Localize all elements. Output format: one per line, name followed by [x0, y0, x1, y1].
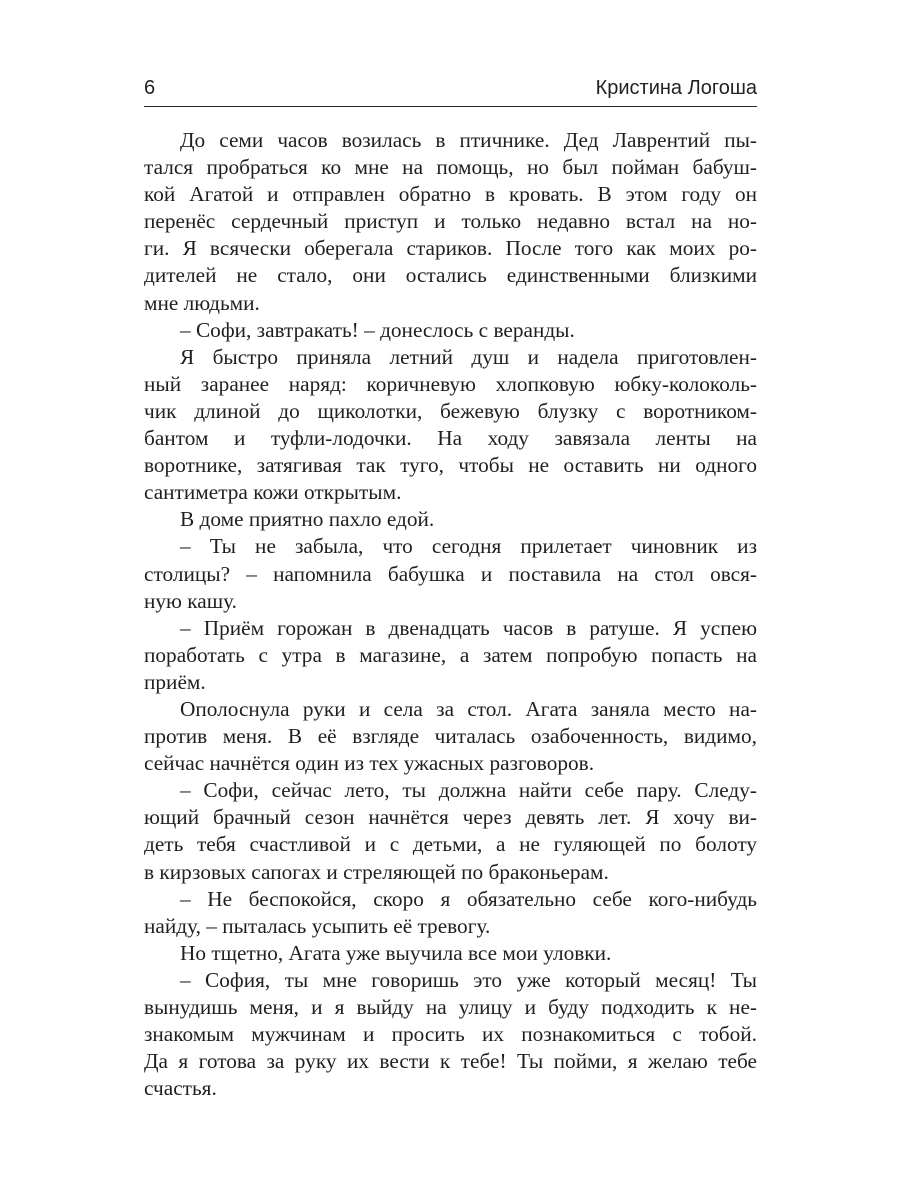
text-line: кой Агатой и отправлен обратно в кровать. В этом году он	[144, 182, 757, 207]
text-line: в кирзовых сапогах и стреляющей по браконьерам.	[144, 859, 609, 884]
text-line: чик длиной до щиколотки, бежевую блузку с воротником-	[144, 398, 757, 423]
page-number: 6	[144, 77, 156, 99]
text-line: против меня. В её взгляде читалась озабоченность, видимо,	[144, 724, 757, 749]
text-line: найду, – пыталась усыпить её тревогу.	[144, 913, 491, 938]
text-line: ги. Я всячески оберегала стариков. После того как моих ро-	[144, 236, 757, 261]
paragraph	[144, 777, 757, 885]
text-line: Ополоснула руки и села за стол. Агата заняла место на-	[180, 696, 757, 721]
text-line: ный заранее наряд: коричневую хлопковую юбку-колоколь-	[144, 371, 757, 396]
text-line: тался пробраться ко мне на помощь, но был пойман бабуш-	[144, 155, 757, 180]
text-line: сантиметра кожи открытым.	[144, 480, 402, 505]
text-line: приём.	[144, 669, 206, 694]
text-line: – Не беспокойся, скоро я обязательно себе кого-нибудь	[180, 886, 757, 911]
text-line: знакомым мужчинам и просить их познакомиться с тобой.	[144, 1022, 757, 1047]
text-line: В доме приятно пахло едой.	[180, 507, 435, 532]
text-line: Да я готова за руку их вести к тебе! Ты пойми, я желаю тебе	[144, 1049, 757, 1074]
paragraph	[144, 615, 757, 696]
text-line: До семи часов возилась в птичнике. Дед Лаврентий пы-	[180, 128, 757, 152]
text-line: – Ты не забыла, что сегодня прилетает чиновник из	[180, 534, 757, 559]
text-line: ющий брачный сезон начнётся через девять лет. Я хочу ви-	[144, 805, 757, 830]
paragraph	[144, 696, 757, 777]
text-line: – София, ты мне говоришь это уже который месяц! Ты	[180, 967, 757, 992]
paragraph	[144, 886, 757, 940]
paragraph	[144, 344, 757, 507]
text-line: мне людьми.	[144, 290, 260, 315]
text-line: – Софи, сейчас лето, ты должна найти себе пару. Следу-	[180, 778, 757, 803]
paragraph	[144, 127, 757, 317]
paragraph	[144, 967, 757, 1102]
text-line: вынудишь меня, и я выйду на улицу и буду подходить к не-	[144, 995, 757, 1019]
running-title-author: Кристина Логоша	[595, 77, 757, 99]
text-line: поработать с утра в магазине, а затем попробую попасть на	[144, 642, 757, 667]
running-header	[144, 72, 757, 107]
text-line: – Приём горожан в двенадцать часов в ратуше. Я успею	[180, 615, 757, 640]
text-line: сейчас начнётся один из тех ужасных разговоров.	[144, 751, 595, 776]
text-line: Но тщетно, Агата уже выучила все мои уловки.	[180, 940, 612, 965]
text-line: Я быстро приняла летний душ и надела приготовлен-	[180, 344, 757, 369]
paragraph	[144, 940, 757, 967]
text-line: ную кашу.	[144, 588, 237, 613]
paragraph	[144, 533, 757, 614]
text-line: воротнике, затягивая так туго, чтобы не оставить ни одного	[144, 453, 757, 478]
text-line: перенёс сердечный приступ и только недавно встал на но-	[144, 209, 757, 234]
text-line: столицы? – напомнила бабушка и поставила на стол овся-	[144, 561, 757, 586]
paragraph	[144, 506, 757, 533]
paragraph	[144, 317, 757, 344]
text-line: счастья.	[144, 1076, 217, 1101]
text-line: дителей не стало, они остались единственными близкими	[144, 263, 757, 288]
text-line: деть тебя счастливой и с детьми, а не гуляющей по болоту	[144, 832, 757, 857]
body-text	[144, 127, 757, 1102]
text-line: бантом и туфли-лодочки. На ходу завязала ленты на	[144, 426, 757, 451]
text-line: – Софи, завтракать! – донеслось с веранды.	[180, 317, 575, 342]
